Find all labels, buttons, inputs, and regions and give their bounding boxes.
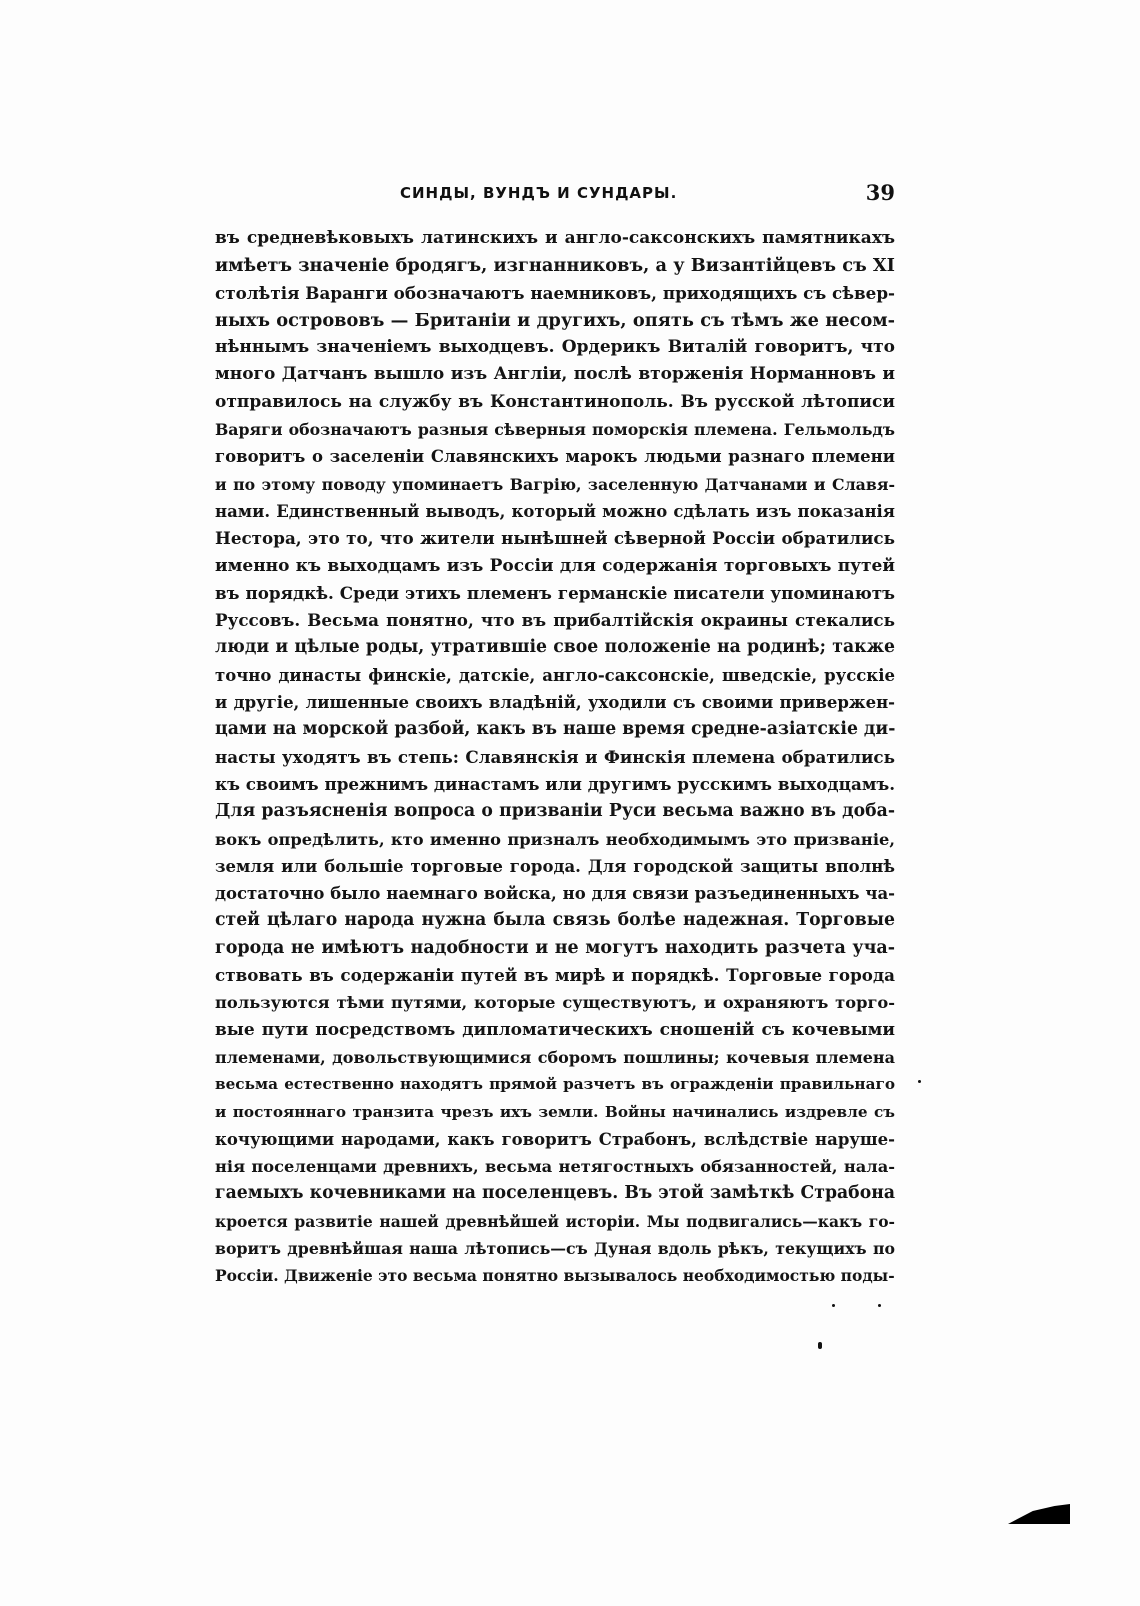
text-line: отправилось на службу въ Константинополь. Въ русской лѣтописи (215, 391, 895, 412)
scan-speck (878, 1304, 881, 1307)
text-line: Нестора, это то, что жители нынѣшней сѣверной Россіи обратились (215, 528, 895, 549)
text-line: кроется развитіе нашей древнѣйшей исторіи. Мы подвигались—какъ го- (215, 1211, 895, 1231)
text-line: говоритъ о заселеніи Славянскихъ марокъ людьми разнаго племени (215, 447, 895, 467)
text-line: и постояннаго транзита чрезъ ихъ земли. Войны начинались издревле съ (215, 1102, 895, 1121)
text-line: Варяги обозначаютъ разныя сѣверныя поморскія племена. Гельмольдъ (215, 420, 895, 440)
text-line: города не имѣютъ надобности и не могутъ находить разчета уча- (215, 937, 895, 958)
text-line: люди и цѣлые роды, утратившіе свое положеніе на родинѣ; также (215, 637, 895, 658)
text-line: нами. Единственный выводъ, который можно сдѣлать изъ показанія (215, 501, 895, 521)
scan-speck (818, 1342, 822, 1349)
text-line: ныхъ острововъ — Британіи и другихъ, опять съ тѣмъ же несом- (215, 309, 895, 331)
text-line: нія поселенцами древнихъ, весьма нетягостныхъ обязанностей, нала- (215, 1157, 895, 1177)
text-line: имѣетъ значеніе бродягъ, изгнанниковъ, а у Византійцевъ съ XI (215, 255, 895, 277)
running-title: СИНДЫ, ВУНДЪ И СУНДАРЫ. (400, 184, 678, 202)
text-line: племенами, довольствующимися сборомъ пошлины; кочевыя племена (215, 1047, 895, 1067)
text-line: въ средневѣковыхъ латинскихъ и англо-саксонскихъ памятникахъ (215, 228, 895, 248)
text-line: Руссовъ. Весьма понятно, что въ прибалтійскія окраины стекались (215, 610, 895, 631)
text-line: къ своимъ прежнимъ династамъ или другимъ русскимъ выходцамъ. (215, 773, 895, 794)
text-line: пользуются тѣми путями, которые существуютъ, и охраняютъ торго- (215, 993, 895, 1013)
text-line: насты уходятъ въ степь: Славянскія и Финскія племена обратились (215, 746, 895, 767)
text-line: весьма естественно находятъ прямой разчетъ въ огражденіи правильнаго (215, 1075, 895, 1094)
text-line: Для разъясненія вопроса о призваніи Руси весьма важно въ доба- (215, 801, 895, 822)
text-line: ствовать въ содержаніи путей въ мирѣ и порядкѣ. Торговые города (215, 965, 895, 986)
text-line: столѣтія Варанги обозначаютъ наемниковъ, приходящихъ съ сѣвер- (215, 282, 895, 303)
text-line: нѣннымъ значеніемъ выходцевъ. Ордерикъ Виталій говоритъ, что (215, 337, 895, 358)
text-line: кочующими народами, какъ говоритъ Страбонъ, вслѣдствіе наруше- (215, 1129, 895, 1149)
text-line: и по этому поводу упоминаетъ Вагрію, заселенную Датчанами и Славя- (215, 474, 895, 494)
page-number: 39 (865, 180, 895, 205)
body-text (215, 225, 895, 1290)
text-line: гаемыхъ кочевниками на поселенцевъ. Въ этой замѣткѣ Страбона (215, 1183, 895, 1204)
text-line: достаточно было наемнаго войска, но для связи разъединенныхъ ча- (215, 884, 895, 904)
text-line: цами на морской разбой, какъ въ наше время средне-азіатскіе ди- (215, 719, 895, 740)
text-line: стей цѣлаго народа нужна была связь болѣе надежная. Торговые (215, 910, 895, 931)
text-line: Россіи. Движеніе это весьма понятно вызывалось необходимостью поды- (215, 1266, 895, 1286)
scan-edge-shadow (1008, 1504, 1070, 1524)
text-line: воритъ древнѣйшая наша лѣтопись—съ Дуная вдоль рѣкъ, текущихъ по (215, 1238, 895, 1258)
text-line: земля или большіе торговые города. Для городской защиты вполнѣ (215, 856, 895, 876)
text-line: именно къ выходцамъ изъ Россіи для содержанія торговыхъ путей (215, 555, 895, 576)
running-head (215, 180, 915, 214)
text-line: много Датчанъ вышло изъ Англіи, послѣ вторженія Норманновъ и (215, 364, 895, 385)
scan-speck (918, 1080, 921, 1083)
text-line: вые пути посредствомъ дипломатическихъ сношеній съ кочевыми (215, 1019, 895, 1040)
text-line: въ порядкѣ. Среди этихъ племенъ германскіе писатели упоминаютъ (215, 582, 895, 603)
text-line: точно династы финскіе, датскіе, англо-саксонскіе, шведскіе, русскіе (215, 665, 895, 685)
text-line: вокъ опредѣлить, кто именно призналъ необходимымъ это призваніе, (215, 829, 895, 849)
scan-speck (832, 1304, 835, 1307)
text-line: и другіе, лишенные своихъ владѣній, уходили съ своими привержен- (215, 693, 895, 713)
